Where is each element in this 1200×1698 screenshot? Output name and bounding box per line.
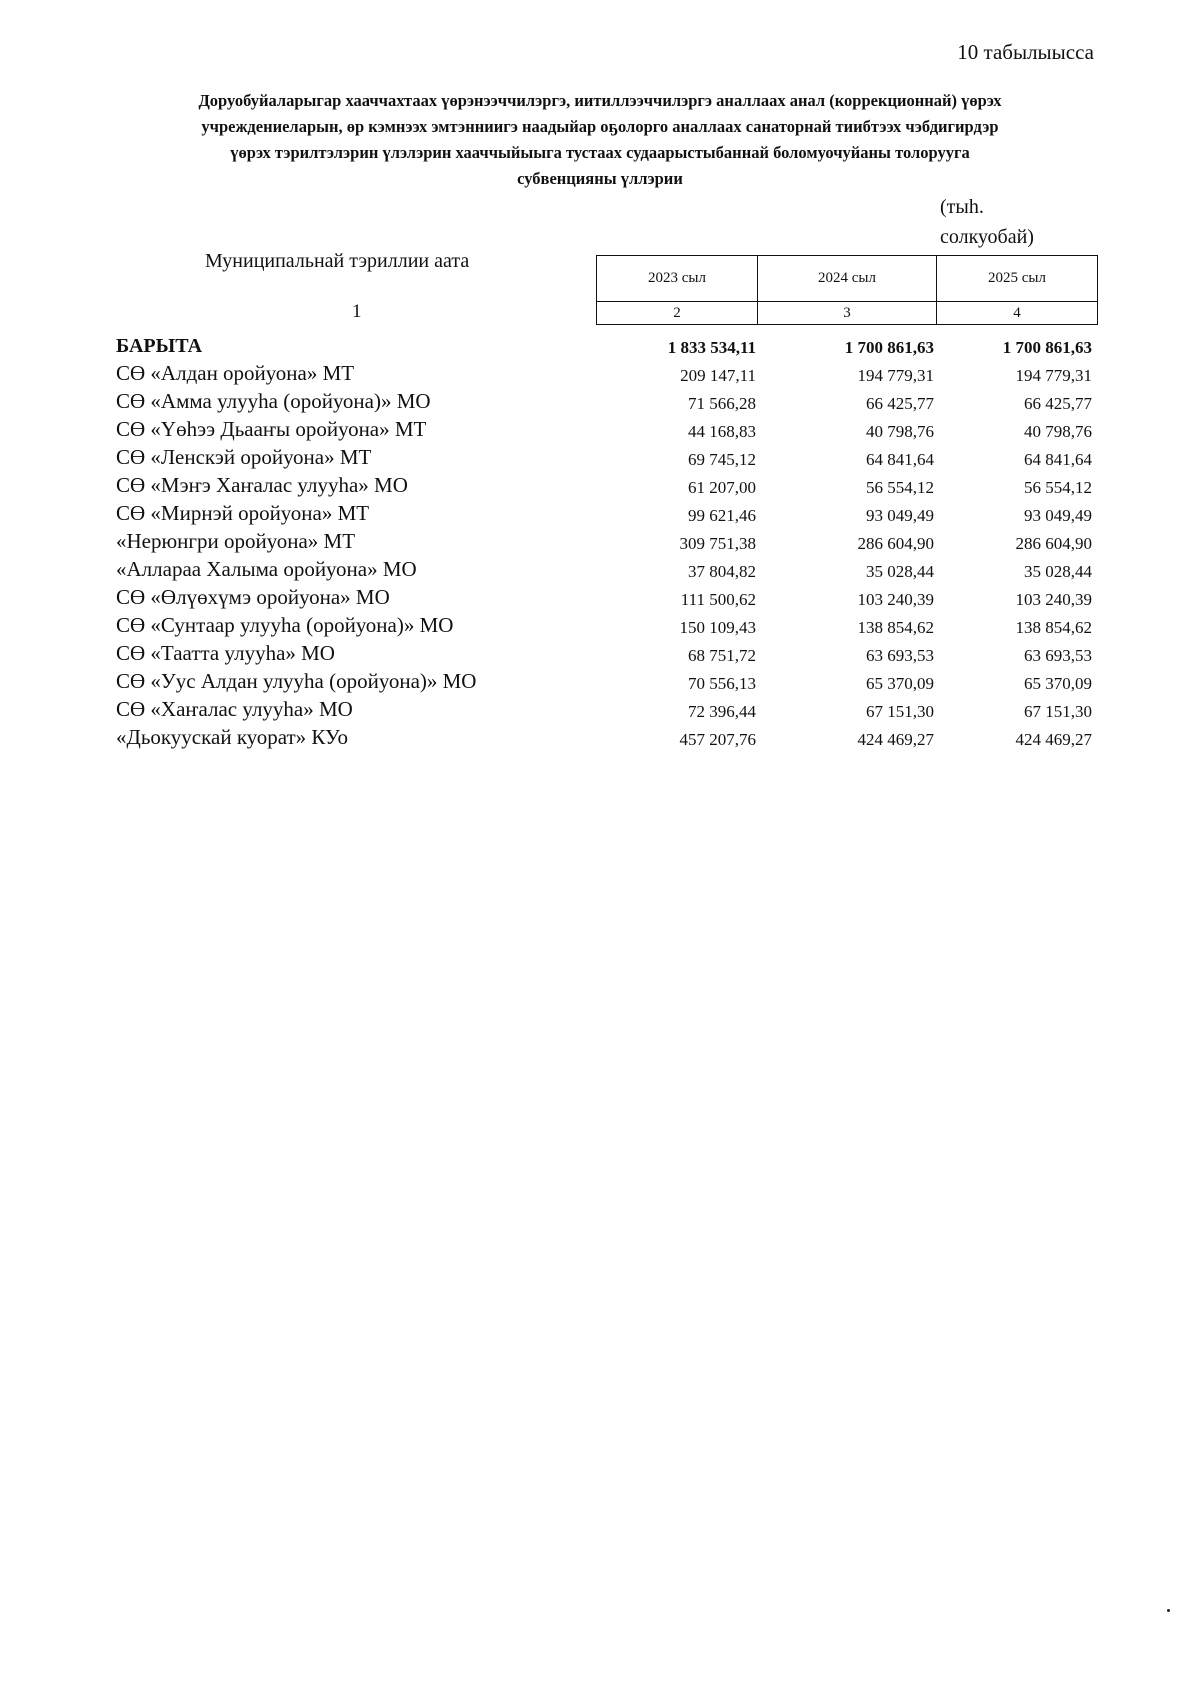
value-2023: 457 207,76: [679, 730, 756, 749]
value-2025: 286 604,90: [1015, 534, 1092, 553]
value-2023: 99 621,46: [688, 506, 756, 525]
data-table-body: [116, 330, 1092, 750]
value-2023: 69 745,12: [688, 450, 756, 469]
municipality-name: СӨ «Таатта улууһа» МО: [116, 641, 335, 665]
name-column-header: Муниципальнай тэриллии аата: [205, 250, 470, 272]
value-2023: 111 500,62: [680, 590, 756, 609]
column-number: 2: [597, 302, 758, 325]
municipality-name: СӨ «Мирнэй оройуона» МТ: [116, 501, 370, 525]
table-row: [116, 414, 1092, 442]
table-row: [116, 386, 1092, 414]
municipality-name: СӨ «Амма улууһа (оройуона)» МО: [116, 389, 431, 413]
municipality-name: СӨ «Мэҥэ Хаҥалас улууһа» МО: [116, 473, 408, 497]
unit-note: [940, 192, 1034, 252]
municipality-name: «Нерюнгри оройуона» МТ: [116, 529, 356, 553]
table-row: [116, 638, 1092, 666]
municipality-name: «Аллараа Халыма оройуона» МО: [116, 557, 417, 581]
value-2025: 35 028,44: [1024, 562, 1092, 581]
value-2023: 68 751,72: [688, 646, 756, 665]
value-2023: 309 751,38: [679, 534, 756, 553]
value-2024: 93 049,49: [866, 506, 934, 525]
scan-speck: [1167, 1609, 1170, 1612]
value-2025: 66 425,77: [1024, 394, 1092, 413]
table-row: [116, 694, 1092, 722]
municipality-name: СӨ «Алдан оройуона» МТ: [116, 361, 355, 385]
value-2024: 286 604,90: [857, 534, 934, 553]
table-row: [116, 582, 1092, 610]
value-2025: 93 049,49: [1024, 506, 1092, 525]
value-2023: 37 804,82: [688, 562, 756, 581]
municipality-name: СӨ «Үөһээ Дьааҥы оройуона» МТ: [116, 417, 427, 441]
value-2025: 194 779,31: [1015, 366, 1092, 385]
name-column-number: 1: [352, 301, 362, 322]
table-row: [116, 526, 1092, 554]
value-2023: 44 168,83: [688, 422, 756, 441]
value-2023: 72 396,44: [688, 702, 756, 721]
value-2025: 67 151,30: [1024, 702, 1092, 721]
value-2025: 56 554,12: [1024, 478, 1092, 497]
value-2024: 424 469,27: [857, 730, 934, 749]
value-2025: 424 469,27: [1015, 730, 1092, 749]
table-row: [116, 470, 1092, 498]
value-2024: 35 028,44: [866, 562, 934, 581]
table-row: [116, 554, 1092, 582]
year-header: 2023 сыл: [597, 256, 758, 302]
municipality-name: СӨ «Хаҥалас улууһа» МО: [116, 697, 353, 721]
year-header: 2024 сыл: [758, 256, 937, 302]
value-2025: 1 700 861,63: [1002, 338, 1092, 357]
value-2024: 64 841,64: [866, 450, 934, 469]
value-2024: 63 693,53: [866, 646, 934, 665]
total-label: БАРЫТА: [116, 335, 203, 357]
title-line: учреждениеларын, өр кэмнээх эмтэнниигэ наадыйар оҕолорго аналлаах санаторнай тиибтээх чэбдигирдэр: [201, 117, 999, 136]
value-2025: 63 693,53: [1024, 646, 1092, 665]
value-2024: 103 240,39: [857, 590, 934, 609]
value-2024: 138 854,62: [857, 618, 934, 637]
total-row: [116, 330, 1092, 358]
table-row: [116, 722, 1092, 750]
title-line: үөрэх тэрилтэлэрин үлэлэрин хааччыйыыга тустаах судаарыстыбаннай боломуочуйаны толорууга: [230, 143, 970, 162]
municipality-name: СӨ «Өлүөхүмэ оройуона» МО: [116, 585, 390, 609]
value-2023: 1 833 534,11: [667, 338, 756, 357]
title-line: субвенцияны үллэрии: [517, 169, 683, 188]
value-2025: 40 798,76: [1024, 422, 1092, 441]
column-number: 3: [758, 302, 937, 325]
value-2025: 138 854,62: [1015, 618, 1092, 637]
value-2024: 65 370,09: [866, 674, 934, 693]
annex-label: 10 табылыысса: [957, 40, 1094, 64]
value-2024: 56 554,12: [866, 478, 934, 497]
value-2023: 209 147,11: [680, 366, 756, 385]
table-row: [116, 498, 1092, 526]
value-2024: 1 700 861,63: [844, 338, 934, 357]
value-2024: 67 151,30: [866, 702, 934, 721]
municipality-name: СӨ «Уус Алдан улууһа (оройуона)» МО: [116, 669, 477, 693]
column-number: 4: [937, 302, 1098, 325]
document-title: [110, 88, 1090, 192]
year-header-table: [596, 255, 1098, 325]
table-row: [116, 610, 1092, 638]
municipality-name: СӨ «Ленскэй оройуона» МТ: [116, 445, 372, 469]
value-2025: 64 841,64: [1024, 450, 1092, 469]
table-row: [116, 666, 1092, 694]
title-line: Доруобуйаларыгар хааччахтаах үөрэнээччилэргэ, иитиллээччилэргэ аналлаах анал (коррекционнай) үөрэх: [198, 91, 1002, 110]
unit-line: (тыһ.: [940, 196, 984, 218]
value-2024: 194 779,31: [857, 366, 934, 385]
value-2024: 40 798,76: [866, 422, 934, 441]
value-2023: 61 207,00: [688, 478, 756, 497]
value-2023: 71 566,28: [688, 394, 756, 413]
municipality-name: СӨ «Сунтаар улууһа (оройуона)» МО: [116, 613, 454, 637]
value-2024: 66 425,77: [866, 394, 934, 413]
value-2025: 65 370,09: [1024, 674, 1092, 693]
municipality-name: «Дьокуускай куорат» КУо: [116, 725, 348, 749]
year-header: 2025 сыл: [937, 256, 1098, 302]
unit-line: солкуобай): [940, 226, 1034, 248]
table-row: [116, 358, 1092, 386]
value-2025: 103 240,39: [1015, 590, 1092, 609]
value-2023: 150 109,43: [679, 618, 756, 637]
table-row: [116, 442, 1092, 470]
value-2023: 70 556,13: [688, 674, 756, 693]
